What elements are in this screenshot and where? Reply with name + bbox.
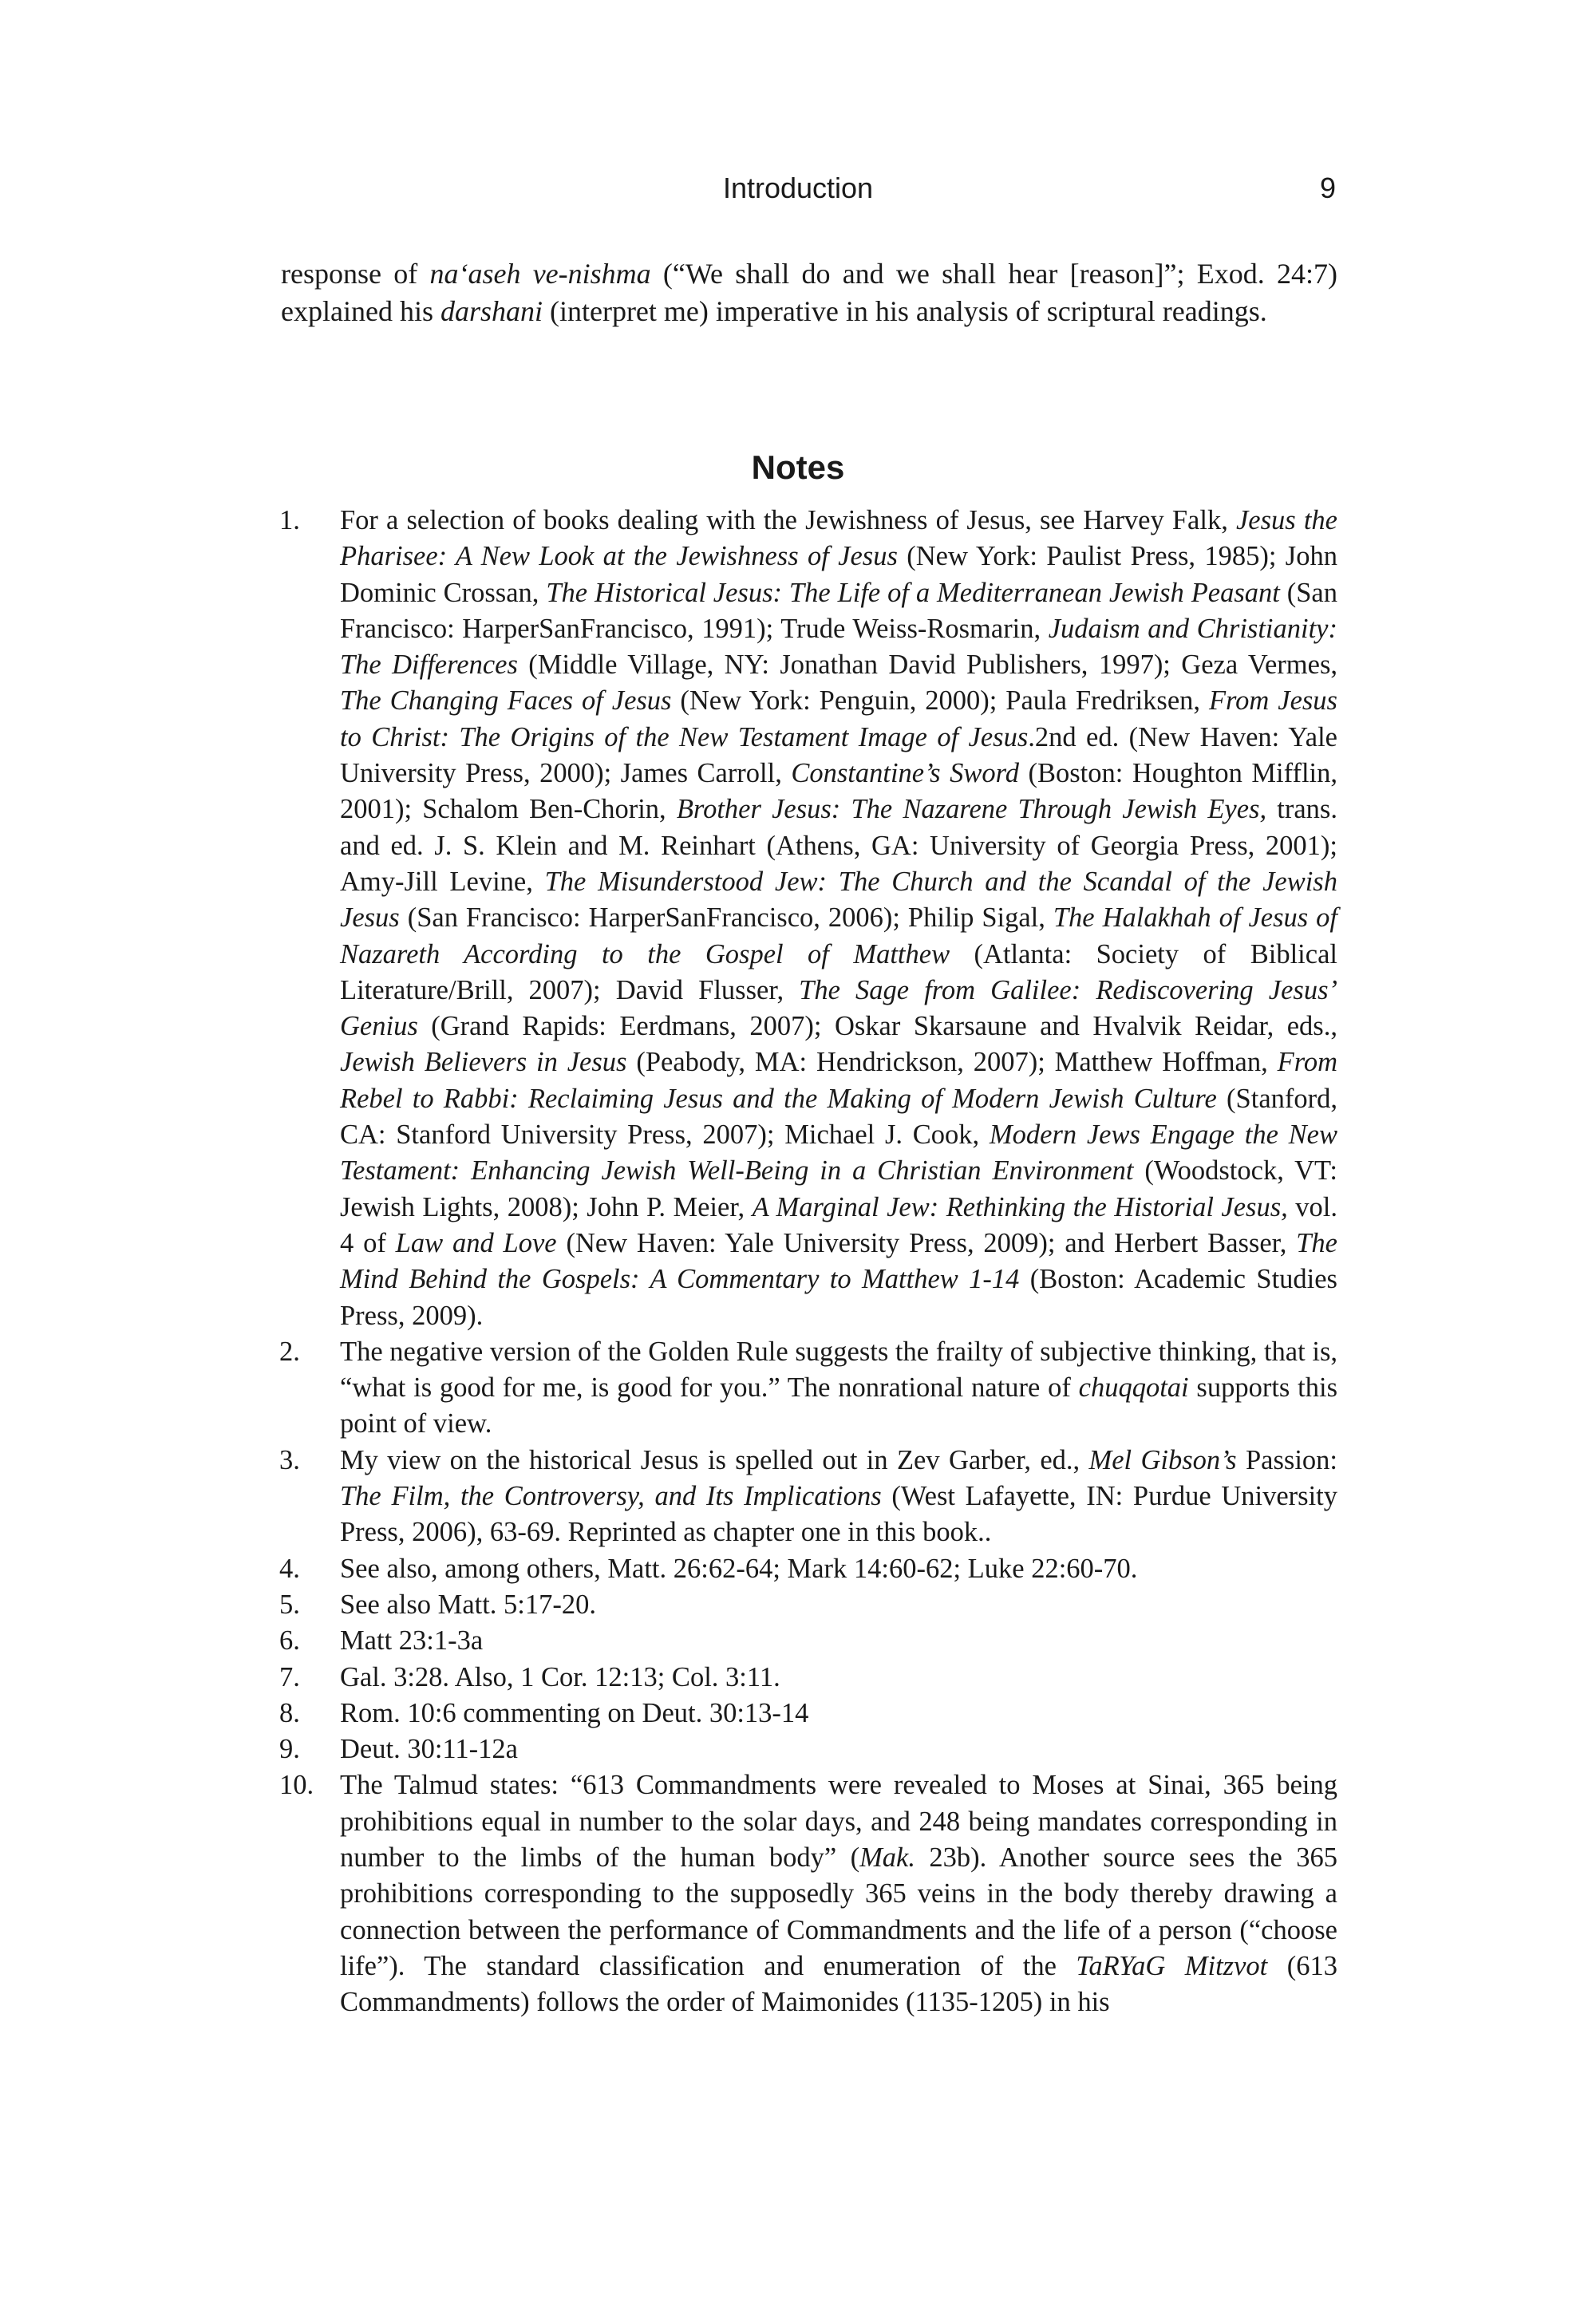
text-run: The negative version of the Golden Rule suggests the frailty of subjective thinking, that is, “what is good for me, is good for you.” The nonrational nature of (340, 1336, 1337, 1404)
note-number: 5. (279, 1589, 300, 1620)
text-run: (interpret me) imperative in his analysis of scriptural readings. (542, 295, 1267, 327)
italic-run: TaRYaG Mitzvot (1076, 1950, 1268, 1981)
text-run: (Middle Village, NY: Jonathan David Publishers, 1997); Geza Vermes, (517, 650, 1337, 681)
note-number: 9. (279, 1734, 300, 1765)
text-run: For a selection of books dealing with the Jewishness of Jesus, see Harvey Falk, (340, 505, 1236, 535)
text-run: (Woodstock, VT: Jewish Lights, 2008); John P. Meier, (340, 1155, 1337, 1222)
text-run: response of (281, 258, 430, 290)
running-title: Introduction (722, 172, 874, 204)
note-text: See also Matt. 5:17-20. (340, 1589, 596, 1620)
text-run: (Boston: Academic Studies Press, 2009). (340, 1264, 1337, 1331)
note-number: 2. (279, 1336, 300, 1367)
note-item (279, 1334, 1337, 1443)
book-title: Brother Jesus: The Nazarene Through Jewish Eyes, (676, 794, 1267, 825)
italic-run: darshani (440, 295, 543, 327)
note-number: 7. (279, 1661, 300, 1692)
text-run: (“We shall do and we shall hear [reason]”; Exod. 24:7) explained his (281, 258, 1337, 327)
text-run: (New Haven: Yale University Press, 2009); and Herbert Basser, (556, 1227, 1297, 1258)
text-run: My view on the historical Jesus is spelled out in Zev Garber, ed., (340, 1444, 1089, 1475)
italic-run: Mak. (859, 1842, 915, 1873)
text-run: (New York: Penguin, 2000); Paula Fredriksen, (671, 685, 1209, 717)
note-text: See also, among others, Matt. 26:62-64; Mark 14:60-62; Luke 22:60-70. (340, 1553, 1138, 1584)
book-title: Law and Love (395, 1227, 557, 1258)
book-title: The Misunderstood Jew: The Church and the Scandal of the Jewish Jesus (340, 866, 1337, 934)
text-run: vol. 4 of (340, 1191, 1337, 1258)
book-title: The Mind Behind the Gospels: A Commentary to Matthew 1-14 (340, 1227, 1337, 1295)
book-title: The Sage from Galilee: Rediscovering Jesus’ Genius (340, 974, 1337, 1042)
note-number: 4. (279, 1553, 300, 1584)
text-run: (New York: Paulist Press, 1985); John Dominic Crossan, (340, 541, 1337, 608)
text-run: (San Francisco: HarperSanFrancisco, 1991); Trude Weiss-Rosmarin, (340, 577, 1337, 644)
note-item (279, 1623, 1337, 1659)
text-run: Passion: (1236, 1444, 1337, 1475)
notes-heading: Notes (751, 448, 845, 486)
page-number: 9 (1319, 172, 1336, 204)
book-title: From Rebel to Rabbi: Reclaiming Jesus and the Making of Modern Jewish Culture (340, 1047, 1338, 1114)
book-title: A Marginal Jew: Rethinking the Historial Jesus, (752, 1191, 1288, 1222)
note-text: Rom. 10:6 commenting on Deut. 30:13-14 (340, 1697, 809, 1728)
note-item (279, 1732, 1337, 1767)
note-item (279, 1696, 1337, 1732)
note-item (279, 503, 1337, 1334)
body-text (281, 255, 1337, 330)
body-paragraph (281, 255, 1337, 330)
text-run: 23b). Another source sees the 365 prohibitions corresponding to the supposedly 365 veins in the body thereby drawing a connection between the performance of Commandments and the life of a person (“choose life”). The standard classification and enumeration of the (340, 1842, 1337, 1981)
text-run: (Peabody, MA: Hendrickson, 2007); Matthew Hoffman, (626, 1047, 1278, 1078)
note-number: 10. (279, 1770, 314, 1801)
note-item (279, 1767, 1337, 2020)
italic-run: Mel Gibson’s (1088, 1444, 1237, 1475)
text-run: supports this point of view. (340, 1372, 1337, 1439)
note-text: Gal. 3:28. Also, 1 Cor. 12:13; Col. 3:11. (340, 1661, 780, 1692)
text-run: The Talmud states: “613 Commandments were revealed to Moses at Sinai, 365 being prohibitions equal in number to the solar days, and 248 being mandates corresponding in number to the limbs of the human body” ( (340, 1770, 1337, 1873)
book-title: Constantine’s Sword (791, 758, 1019, 789)
running-head (0, 169, 1596, 207)
notes-list (279, 503, 1337, 2020)
book-title: The Film, the Controversy, and Its Implications (340, 1481, 882, 1512)
note-number: 3. (279, 1444, 300, 1475)
note-text: Matt 23:1-3a (340, 1625, 484, 1657)
text-run: (Atlanta: Society of Biblical Literature/Brill, 2007); David Flusser, (340, 938, 1337, 1005)
note-item (279, 1587, 1337, 1623)
italic-run: na‘aseh ve-nishma (429, 258, 651, 290)
italic-run: chuqqotai (1078, 1372, 1189, 1404)
book-title: The Halakhah of Jesus of Nazareth According to the Gospel of Matthew (340, 902, 1338, 969)
text-run: (Boston: Houghton Mifflin, 2001); Schalom Ben-Chorin, (340, 758, 1337, 825)
book-title: The Changing Faces of Jesus (340, 685, 672, 717)
book-title: Jesus the Pharisee: A New Look at the Jewishness of Jesus (340, 505, 1337, 572)
text-run: .2nd ed. (New Haven: Yale University Press, 2000); James Carroll, (340, 721, 1337, 789)
note-number: 1. (279, 505, 300, 535)
text-run: (San Francisco: HarperSanFrancisco, 2006); Philip Sigal, (399, 902, 1053, 934)
text-run: (West Lafayette, IN: Purdue University Press, 2006), 63-69. Reprinted as chapter one in this book.. (340, 1481, 1337, 1548)
book-title: Modern Jews Engage the New Testament: Enhancing Jewish Well-Being in a Christian Environment (340, 1119, 1337, 1187)
note-item (279, 1660, 1337, 1696)
book-title: From Jesus to Christ: The Origins of the New Testament Image of Jesus (340, 685, 1337, 752)
book-title: Jewish Believers in Jesus (340, 1047, 627, 1078)
note-item (279, 1443, 1337, 1551)
text-run: (Grand Rapids: Eerdmans, 2007); Oskar Skarsaune and Hvalvik Reidar, eds., (417, 1011, 1337, 1042)
text-run: (Stanford, CA: Stanford University Press, 2007); Michael J. Cook, (340, 1083, 1337, 1151)
book-title: The Historical Jesus: The Life of a Mediterranean Jewish Peasant (546, 577, 1280, 608)
text-run: (613 Commandments) follows the order of Maimonides (1135-1205) in his (340, 1950, 1337, 2018)
text-run: trans. and ed. J. S. Klein and M. Reinhart (Athens, GA: University of Georgia Press, 2001); Amy-Jill Levine, (340, 794, 1337, 897)
note-item (279, 1551, 1337, 1587)
note-number: 8. (279, 1697, 300, 1728)
book-title: Judaism and Christianity: The Differences (340, 613, 1337, 681)
note-number: 6. (279, 1625, 300, 1657)
note-text: Deut. 30:11-12a (340, 1734, 518, 1765)
